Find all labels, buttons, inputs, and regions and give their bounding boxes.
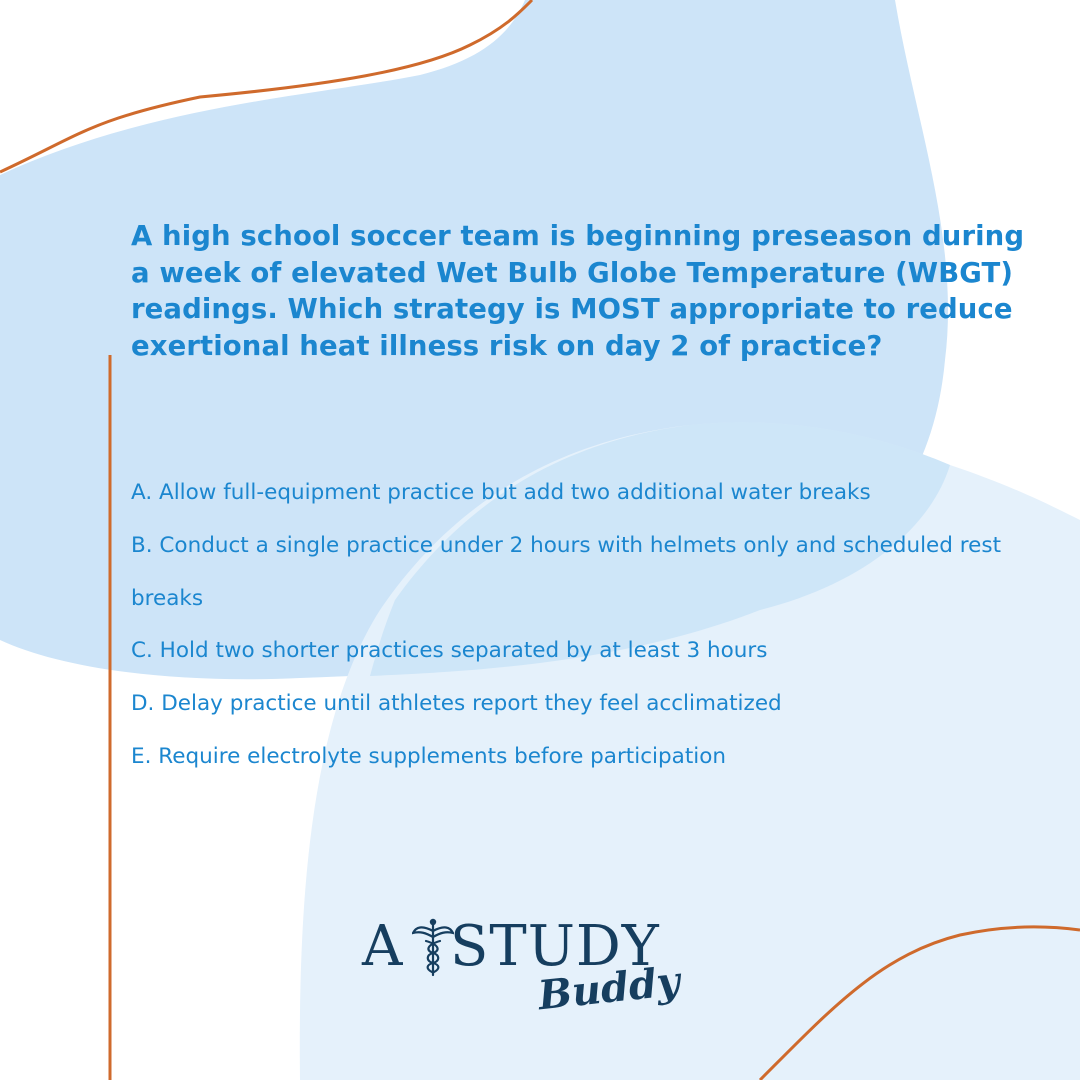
question-text: A high school soccer team is beginning preseason during a week of elevated Wet Bulb Globe Temperature (WBGT) readings. Which strategy is MOST appropriate to reduce exertional heat illness risk on day 2 of practice?	[131, 220, 1025, 362]
option-b: B. Conduct a single practice under 2 hours with helmets only and scheduled rest breaks	[131, 532, 1001, 611]
option-d: D. Delay practice until athletes report they feel acclimatized	[131, 691, 782, 717]
logo-word-study: STUDY	[450, 914, 660, 979]
caduceus-icon	[412, 917, 454, 977]
option-a: A. Allow full-equipment practice but add two additional water breaks	[131, 480, 871, 505]
answer-options	[131, 467, 1011, 784]
logo-letter-a: A	[362, 914, 404, 979]
logo-word-buddy: Buddy	[535, 957, 683, 1020]
option-c: C. Hold two shorter practices separated by at least 3 hours	[131, 638, 768, 664]
option-e: E. Require electrolyte supplements before participation	[131, 743, 726, 769]
brand-logo	[360, 914, 683, 1025]
